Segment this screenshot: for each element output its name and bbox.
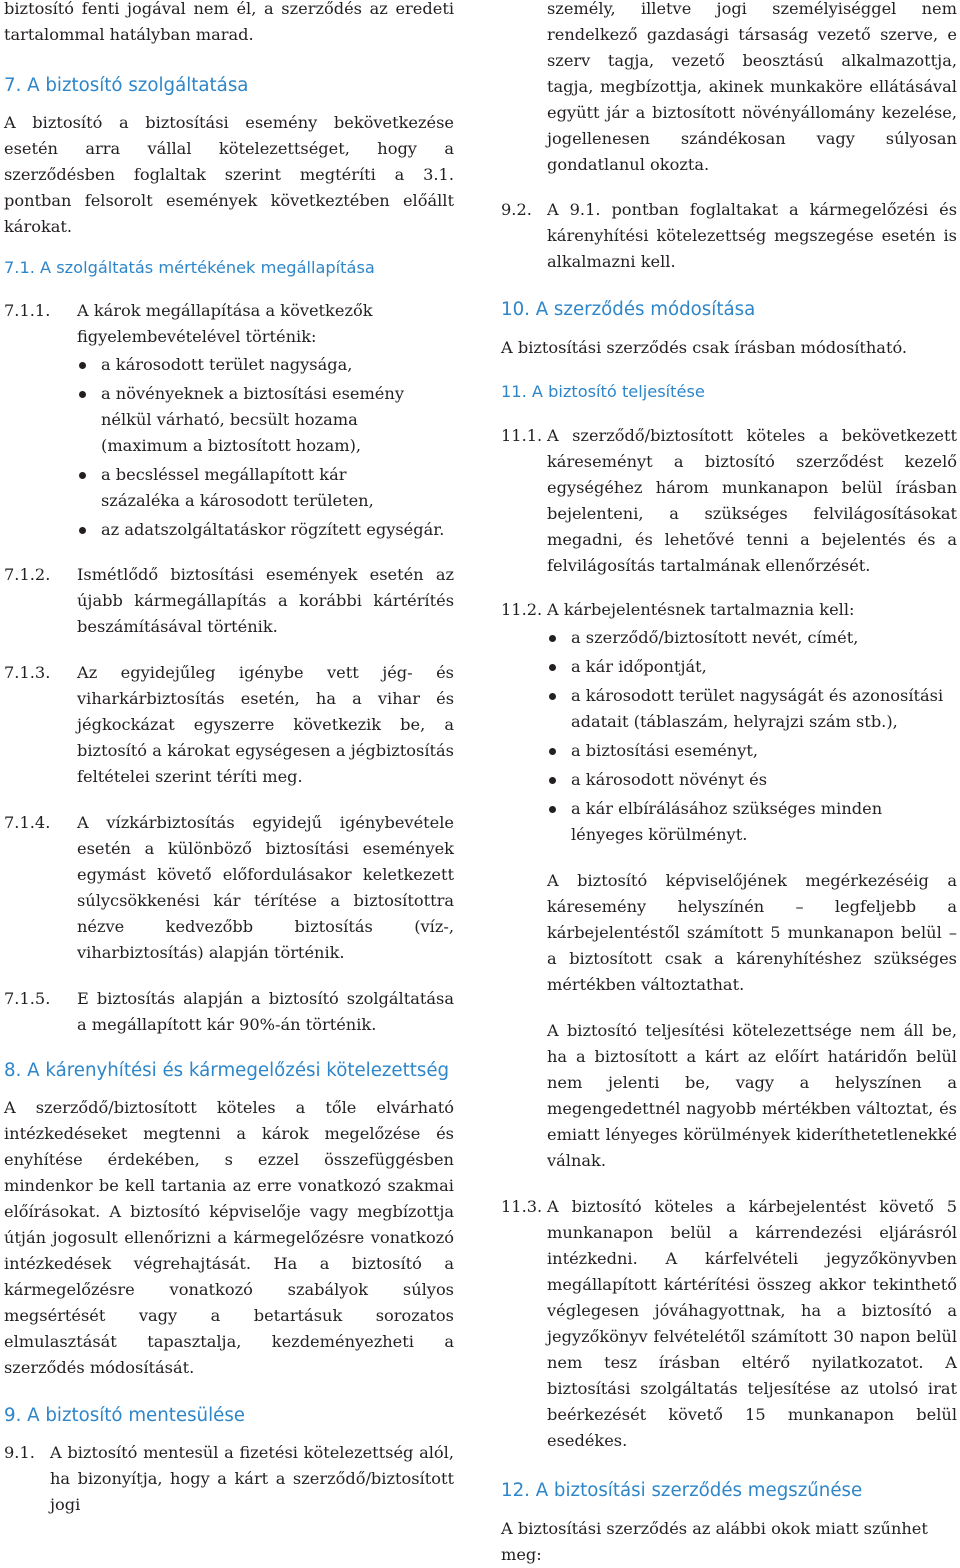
paragraph-9-1-continued: [501, 0, 957, 178]
section-7-paragraph: A biztosító a biztosítási esemény bekövetkezése esetén arra vállal kötelezettséget, hogy a szerződésben foglaltak szerint megtéríti a 3.1. pontban felsorolt események következtében előállt károkat.: [4, 113, 454, 236]
paragraph-number: 7.1.2.: [4, 565, 51, 584]
list-item: a becsléssel megállapított kár százaléka a károsodott területen,: [77, 462, 454, 514]
paragraph-11-3: [501, 1194, 957, 1454]
paragraph-number: 9.1.: [4, 1443, 35, 1462]
paragraph-text: A biztosító köteles a kárbejelentést követő 5 munkanapon belül a kárrendezési eljárásról intézkedni. A kárfelvételi jegyzőkönyvben megállapított kártérítési összeg akkor tekinthető véglegesen jóváhagyottnak, ha a biztosító a jegyzőkönyv felvételétől számított 30 napon belül nem tesz írásban eltérő nyilatkozatot. A biztosítási szolgáltatás teljesítése az utolsó irat beérkezését követő 15 munkanapon belül esedékes.: [547, 1197, 957, 1450]
paragraph-body: [77, 298, 454, 543]
paragraph-number: 7.1.1.: [4, 301, 51, 320]
left-column: [4, 0, 454, 1518]
paragraph-text: A vízkárbiztosítás egyidejű igénybevétele esetén a különböző biztosítási események egymást követő előfordulásakor keletkezett súlycsökkenési kár térítése a biztosítottra nézve kedvezőbb biztosítás (víz-, viharbiztosítás) alapján történik.: [77, 813, 454, 962]
list-item: a károsodott terület nagyságát és azonosítási adatait (táblaszám, helyrajzi szám stb.),: [547, 683, 957, 735]
paragraph-body: [547, 597, 957, 1174]
paragraph-7-1-2: [4, 562, 454, 640]
section-8-heading: 8. A kárenyhítési és kármegelőzési kötelezettség: [4, 1060, 450, 1081]
paragraph-9-1: [4, 1440, 454, 1518]
section-9-heading: 9. A biztosító mentesülése: [4, 1405, 245, 1426]
paragraph-number: 7.1.5.: [4, 989, 51, 1008]
list-item: a szerződő/biztosított nevét, címét,: [547, 625, 957, 651]
section-10-paragraph: A biztosítási szerződés csak írásban módosítható.: [501, 338, 908, 357]
section-7-1-heading: 7.1. A szolgáltatás mértékének megállapítása: [4, 258, 375, 277]
section-7-heading: 7. A biztosító szolgáltatása: [4, 75, 249, 96]
paragraph-11-1: [501, 423, 957, 579]
paragraph-text: A kárbejelentésnek tartalmaznia kell:: [547, 600, 855, 619]
bullet-list: [547, 625, 957, 848]
section-8-paragraph: A szerződő/biztosított köteles a tőle elvárható intézkedéseket megtenni a károk megelőzése és enyhítése érdekében, s ezzel összefüggésben mindenkor be kell tartania az erre vonatkozó szakmai előírásokat. A biztosító képviselője vagy megbízottja útján jogosult ellenőrizni a kármegelőzésre vonatkozó intézkedések végrehajtását. Ha a biztosító a kármegelőzésre vonatkozó szabályok súlyos megsértését vagy a betartásuk sorozatos elmulasztását tapasztalja, kezdeményezheti a szerződés módosítását.: [4, 1098, 454, 1377]
list-item: a kár elbírálásához szükséges minden lényeges körülményt.: [547, 796, 957, 848]
section-11-heading: 11. A biztosító teljesítése: [501, 382, 705, 401]
paragraph-text: Ismétlődő biztosítási események esetén az újabb kármegállapítás a korábbi kártérítés beszámításával történik.: [77, 565, 454, 636]
list-item: a biztosítási eseményt,: [547, 738, 957, 764]
intro-paragraph: biztosító fenti jogával nem él, a szerződés az eredeti tartalommal hatályban marad.: [4, 0, 454, 44]
list-item: a károsodott terület nagysága,: [77, 352, 454, 378]
list-item: az adatszolgáltatáskor rögzített egységár.: [77, 517, 454, 543]
paragraph-text: E biztosítás alapján a biztosító szolgáltatása a megállapított kár 90%-án történik.: [77, 989, 454, 1034]
paragraph-7-1-3: [4, 660, 454, 790]
list-item: a növényeknek a biztosítási esemény nélkül várható, becsült hozama (maximum a biztosított hozam),: [77, 381, 454, 459]
section-12-heading: 12. A biztosítási szerződés megszűnése: [501, 1480, 863, 1501]
paragraph-text: A biztosító képviselőjének megérkezéséig a káresemény helyszínén – legfeljebb a kárbejelentéstől számított 5 munkanapon belül – a biztosított csak a kárenyhítéshez szükséges mértékben változtathat.: [547, 871, 957, 994]
paragraph-11-2: [501, 597, 957, 1174]
paragraph-number: 9.2.: [501, 200, 532, 219]
paragraph-text: A biztosító mentesül a fizetési kötelezettség alól, ha bizonyítja, hogy a kárt a szerződő/biztosított jogi: [50, 1443, 454, 1514]
paragraph-text: A 9.1. pontban foglaltakat a kármegelőzési és kárenyhítési kötelezettség megszegése esetén is alkalmazni kell.: [547, 200, 957, 271]
paragraph-number: 7.1.4.: [4, 813, 51, 832]
paragraph-text: Az egyidejűleg igénybe vett jég- és viharkárbiztosítás esetén, ha a vihar és jégkockázat egyszerre következik be, a biztosító a károkat egységesen a jégbiztosítás feltételei szerint téríti meg.: [77, 663, 454, 786]
list-item: a károsodott növényt és: [547, 767, 957, 793]
paragraph-number: 7.1.3.: [4, 663, 51, 682]
paragraph-text: személy, illetve jogi személyiséggel nem rendelkező gazdasági társaság vezető szerve, e szerv tagja, vezető beosztású alkalmazottja, tagja, megbízottja, akinek munkaköre ellátásával együtt jár a biztosított növényállomány kezelése, jogellenesen szándékosan vagy súlyosan gondatlanul okozta.: [547, 0, 957, 174]
section-12-paragraph: A biztosítási szerződés az alábbi okok miatt szűnhet meg:: [501, 1519, 928, 1564]
right-column: [501, 0, 957, 1568]
paragraph-7-1-4: [4, 810, 454, 966]
paragraph-text: A károk megállapítása a következők figyelembevételével történik:: [77, 301, 373, 346]
list-item: a kár időpontját,: [547, 654, 957, 680]
paragraph-number: 11.2.: [501, 600, 543, 619]
section-10-heading: 10. A szerződés módosítása: [501, 299, 756, 320]
paragraph-number: 11.3.: [501, 1197, 543, 1216]
paragraph-7-1-1: [4, 298, 454, 543]
paragraph-number: 11.1.: [501, 426, 543, 445]
paragraph-7-1-5: [4, 986, 454, 1038]
paragraph-text: A biztosító teljesítési kötelezettsége nem áll be, ha a biztosított a kárt az előírt határidőn belül nem jelenti be, vagy a helyszínen a megengedettnél nagyobb mértékben változtat, és emiatt lényeges körülmények kideríthetetlenekké válnak.: [547, 1021, 957, 1170]
paragraph-9-2: [501, 197, 957, 275]
bullet-list: [77, 352, 454, 543]
paragraph-text: A szerződő/biztosított köteles a bekövetkezett káreseményt a biztosító szerződést kezelő egységéhez három munkanapon belül írásban bejelenteni, a szükséges felvilágosításokat megadni, és lehetővé tenni a bejelentés és a felvilágosítás tartalmának ellenőrzését.: [547, 426, 957, 575]
